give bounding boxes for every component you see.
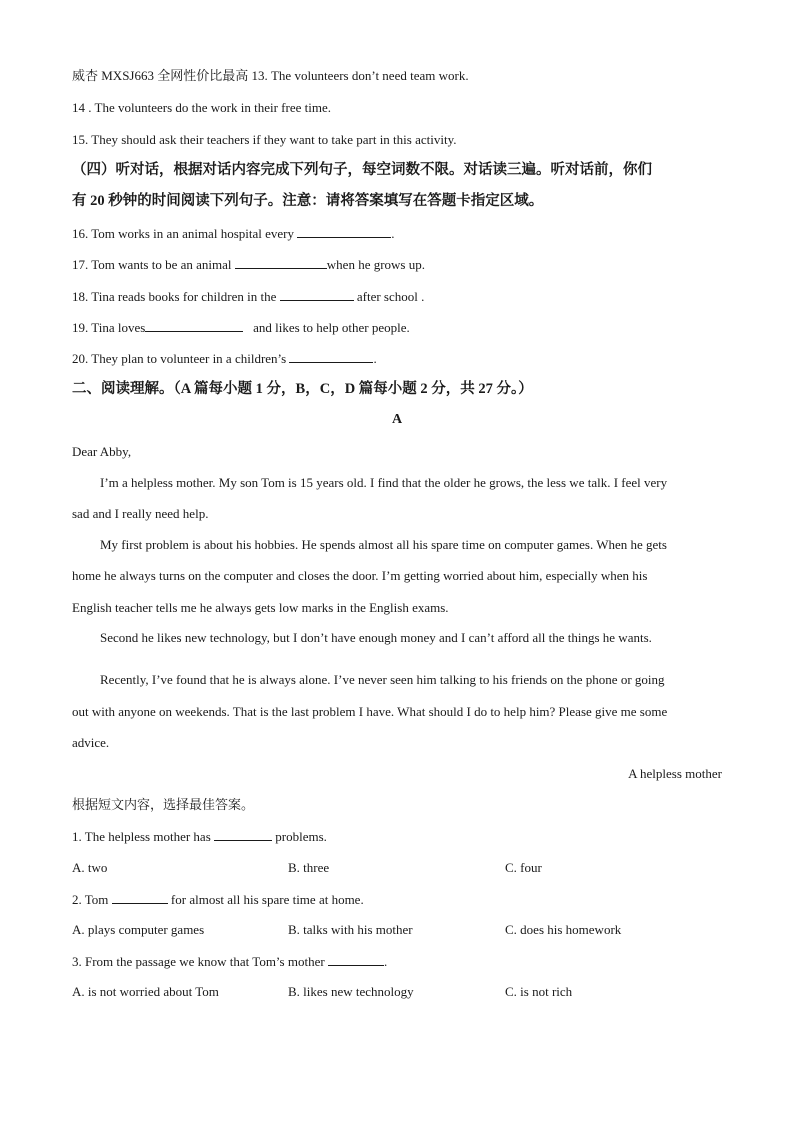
reading-answer-blank-2[interactable] — [112, 891, 168, 904]
reading-section-title: 二、阅读理解。（A 篇每小题 1 分，B，C，D 篇每小题 2 分，共 27 分。） — [72, 381, 533, 397]
question-18-end: after school . — [356, 289, 425, 304]
question-20-text: 20. They plan to volunteer in a children’s — [72, 351, 287, 366]
paragraph-2-line-1: My first problem is about his hobbies. He spends almost all his spare time on computer games. When he gets — [100, 537, 667, 552]
reading-question-3-text: 3. From the passage we know that Tom’s mother — [72, 954, 325, 969]
section-4-instruction-line-2: 有 20 秒钟的时间阅读下列句子。注意：请将答案填写在答题卡指定区域。 — [72, 193, 544, 209]
reading-question-3-end: . — [383, 954, 388, 969]
paragraph-2-line-3: English teacher tells me he always gets low marks in the English exams. — [72, 600, 449, 615]
option-3b[interactable]: B. likes new technology — [288, 984, 414, 999]
question-16 — [72, 225, 394, 242]
answer-blank-19[interactable] — [145, 319, 243, 332]
passage-label: A — [391, 412, 403, 427]
question-17-text: 17. Tom wants to be an animal — [72, 257, 232, 272]
option-2a[interactable]: A. plays computer games — [72, 922, 205, 937]
option-1a[interactable]: A. two — [72, 860, 108, 875]
reading-question-1-end: problems. — [275, 829, 327, 844]
reading-answer-blank-1[interactable] — [214, 828, 272, 841]
question-16-end: . — [391, 226, 395, 241]
question-13: 威杏 MXSJ663 全网性价比最高 13. The volunteers don’t need team work. — [72, 68, 469, 83]
option-3a[interactable]: A. is not worried about Tom — [72, 984, 219, 999]
paragraph-3-line-1: Second he likes new technology, but I don’t have enough money and I can’t afford all the things he wants. — [100, 630, 652, 645]
reading-question-2-text: 2. Tom — [72, 892, 109, 907]
paragraph-4-line-1: Recently, I’ve found that he is always alone. I’ve never seen him talking to his friends on the phone or going — [100, 672, 665, 687]
reading-question-3 — [72, 953, 387, 970]
paragraph-2-line-2: home he always turns on the computer and closes the door. I’m getting worried about him, especially when his — [72, 568, 648, 583]
letter-signature: A helpless mother — [628, 766, 722, 781]
answer-blank-17[interactable] — [235, 256, 327, 269]
question-14: 14 . The volunteers do the work in their free time. — [72, 100, 331, 115]
question-18-text: 18. Tina reads books for children in the — [72, 289, 277, 304]
question-15: 15. They should ask their teachers if they want to take part in this activity. — [72, 132, 457, 147]
letter-greeting: Dear Abby, — [72, 444, 132, 459]
reading-answer-blank-3[interactable] — [328, 953, 384, 966]
option-2b[interactable]: B. talks with his mother — [288, 922, 413, 937]
question-20-end: . — [373, 351, 377, 366]
option-1b[interactable]: B. three — [288, 860, 330, 875]
paragraph-1-line-2: sad and I really need help. — [72, 506, 209, 521]
question-17 — [72, 256, 425, 273]
reading-question-1-text: 1. The helpless mother has — [72, 829, 211, 844]
reading-question-2 — [72, 891, 364, 908]
section-4-instruction-line-1: （四）听对话，根据对话内容完成下列句子，每空词数不限。对话读三遍。听对话前，你们 — [72, 162, 652, 178]
answer-blank-16[interactable] — [297, 225, 391, 238]
question-19 — [72, 319, 410, 336]
question-18 — [72, 288, 424, 305]
option-2c[interactable]: C. does his homework — [505, 922, 622, 937]
paragraph-1-line-1: I’m a helpless mother. My son Tom is 15 years old. I find that the older he grows, the less we talk. I feel very — [100, 475, 668, 490]
reading-question-2-end: for almost all his spare time at home. — [170, 892, 364, 907]
option-1c[interactable]: C. four — [505, 860, 542, 875]
question-20 — [72, 350, 377, 367]
answer-blank-20[interactable] — [289, 350, 373, 363]
answer-blank-18[interactable] — [280, 288, 354, 301]
paragraph-4-line-3: advice. — [72, 735, 110, 750]
question-19-text: 19. Tina loves — [72, 320, 146, 335]
question-17-end: when he grows up. — [326, 257, 425, 272]
option-3c[interactable]: C. is not rich — [505, 984, 573, 999]
paragraph-4-line-2: out with anyone on weekends. That is the last problem I have. What should I do to help him? Please give me some — [72, 704, 668, 719]
reading-question-1 — [72, 828, 327, 845]
question-19-end: and likes to help other people. — [253, 320, 410, 335]
reading-instruction: 根据短文内容，选择最佳答案。 — [72, 797, 255, 812]
question-16-text: 16. Tom works in an animal hospital every — [72, 226, 294, 241]
